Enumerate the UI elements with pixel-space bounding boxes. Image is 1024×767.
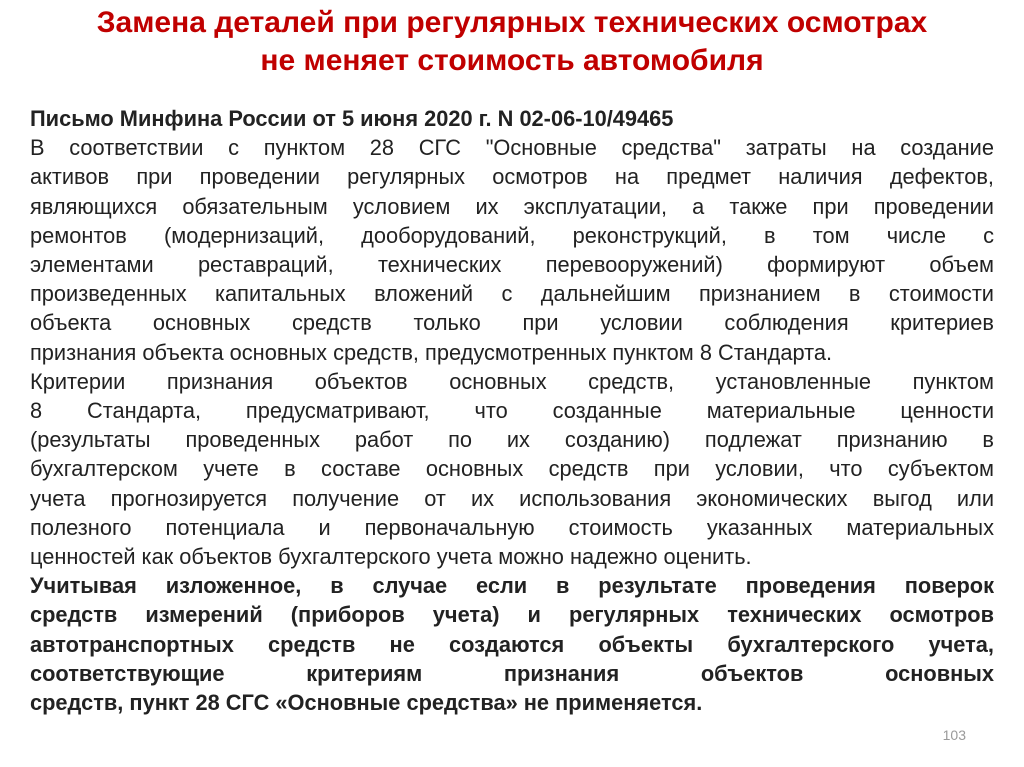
paragraph-1-line: объекта основных средств только при условии соблюдения критериев xyxy=(30,310,994,336)
paragraph-3-line: соответствующие критериям признания объектов основных xyxy=(30,660,994,686)
paragraph-1-line: являющихся обязательным условием их эксплуатации, а также при проведении xyxy=(30,193,994,219)
paragraph-2-line: полезного потенциала и первоначальную стоимость указанных материальных xyxy=(30,514,994,540)
page-number: 103 xyxy=(942,727,966,743)
paragraph-1-line: В соответствии с пунктом 28 СГС "Основные средства" затраты на создание xyxy=(30,135,994,161)
paragraph-3-conclusion xyxy=(30,571,994,717)
paragraph-3-line: Учитывая изложенное, в случае если в результате проведения поверок xyxy=(30,573,994,599)
paragraph-2 xyxy=(30,367,994,571)
paragraph-2-line: бухгалтерском учете в составе основных средств при условии, что субъектом xyxy=(30,456,994,482)
letter-reference: Письмо Минфина России от 5 июня 2020 г. N 02-06-10/49465 xyxy=(30,106,674,131)
paragraph-1-line: произведенных капитальных вложений с дальнейшим признанием в стоимости xyxy=(30,281,994,307)
slide-body xyxy=(30,104,994,717)
paragraph-2-line: Критерии признания объектов основных средств, установленные пунктом xyxy=(30,368,994,394)
paragraph-1-line: активов при проведении регулярных осмотров на предмет наличия дефектов, xyxy=(30,164,994,190)
paragraph-1-line: ремонтов (модернизаций, дооборудований, реконструкций, в том числе с xyxy=(30,222,994,248)
paragraph-1-line: признания объекта основных средств, предусмотренных пунктом 8 Стандарта. xyxy=(30,339,833,365)
paragraph-3-line: средств, пункт 28 СГС «Основные средства» не применяется. xyxy=(30,690,703,716)
paragraph-1 xyxy=(30,133,994,367)
paragraph-2-line: ценностей как объектов бухгалтерского учета можно надежно оценить. xyxy=(30,544,752,570)
slide-title-line-1: Замена деталей при регулярных технических осмотрах xyxy=(96,6,928,39)
slide-title-line-2: не меняет стоимость автомобиля xyxy=(260,44,764,77)
paragraph-1-line: элементами реставраций, технических перевооружений) формируют объем xyxy=(30,252,994,278)
paragraph-2-line: учета прогнозируется получение от их использования экономических выгод или xyxy=(30,485,994,511)
paragraph-3-line: средств измерений (приборов учета) и регулярных технических осмотров xyxy=(30,602,994,628)
paragraph-3-line: автотранспортных средств не создаются объекты бухгалтерского учета, xyxy=(30,631,994,657)
slide-title xyxy=(40,4,984,80)
paragraph-2-line: 8 Стандарта, предусматривают, что созданные материальные ценности xyxy=(30,398,994,424)
paragraph-2-line: (результаты проведенных работ по их созданию) подлежат признанию в xyxy=(30,427,994,453)
